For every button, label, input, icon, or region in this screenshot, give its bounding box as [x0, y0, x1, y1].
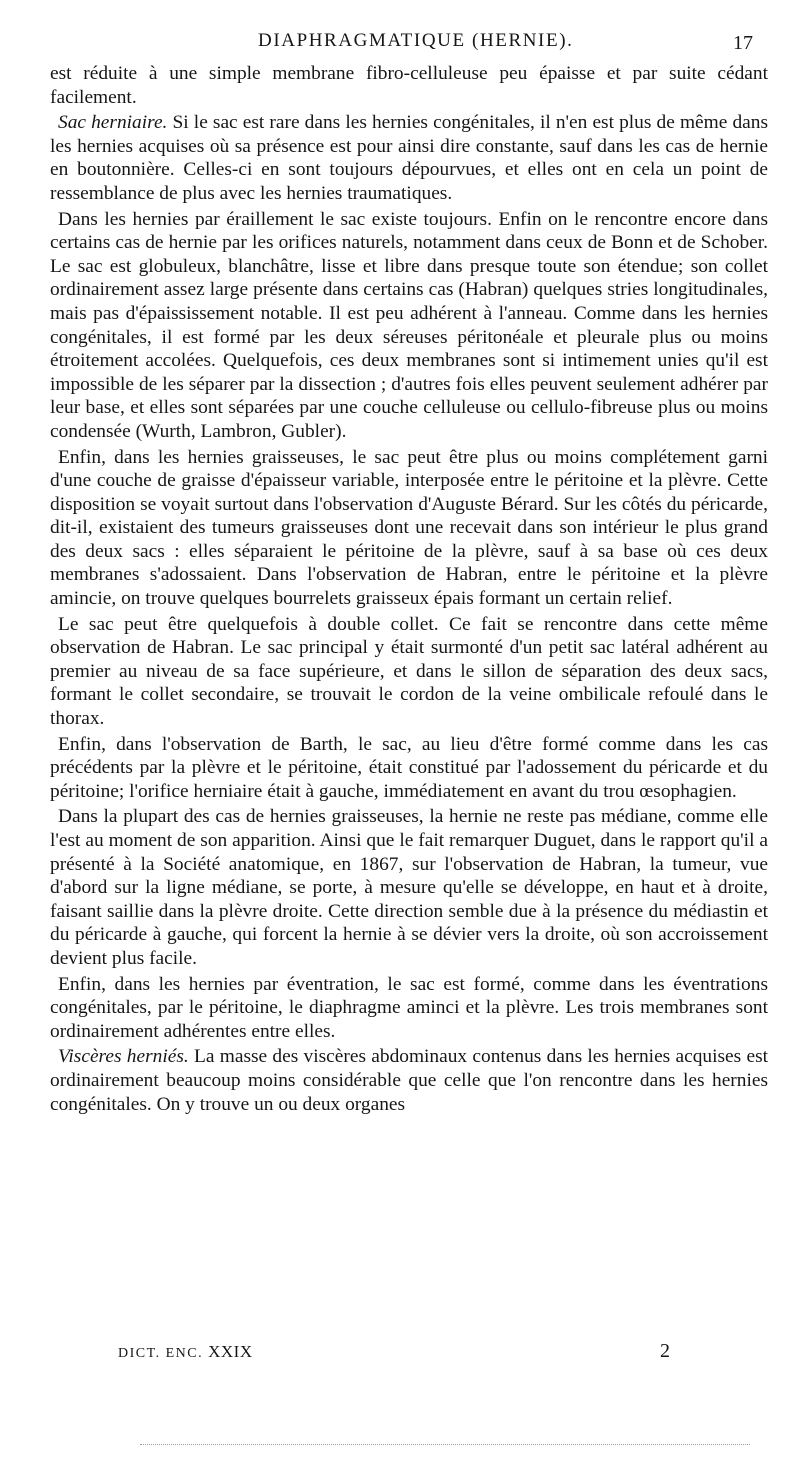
paragraph-text: Le sac peut être quelquefois à double collet. Ce fait se rencontre dans cette même observation de Habran. Le sac principal y était surmonté d'un petit sac latéral adhérent au premier au niveau de sa face supérieure, et dans le sillon de séparation des deux sacs, formant le collet secondaire, se trouvait le cordon de la veine ombilicale refoulé dans le thorax.	[50, 613, 768, 730]
paragraph	[50, 62, 768, 109]
signature-number: 2	[660, 1340, 670, 1362]
paragraph-text: Si le sac est rare dans les hernies congénitales, il n'en est plus de même dans les hernies acquises où sa présence est pour ainsi dire constante, sauf dans les cas de hernie en boutonnière. Celles-ci en sont toujours dépourvues, et elles ont en cela un point de ressemblance de plus avec les hernies traumatiques.	[50, 112, 768, 204]
paragraph	[50, 613, 768, 731]
paragraph-text: Dans la plupart des cas de hernies graisseuses, la hernie ne reste pas médiane, comme elle l'est au moment de son apparition. Ainsi que le fait remarquer Duguet, dans le rapport qu'il a présenté à la Société anatomique, en 1867, sur l'observation de Habran, la tumeur, vue d'abord sur la ligne médiane, se porte, à mesure qu'elle se développe, en haut et à droite, faisant saillie dans la plèvre droite. Cette direction semble due à la présence du médiastin et du péricarde à gauche, qui forcent la hernie à se dévier vers la droite, où son accroissement devient plus facile.	[50, 806, 768, 969]
body-text	[50, 62, 768, 1118]
section-lead: Viscères herniés.	[58, 1046, 189, 1068]
paragraph	[50, 805, 768, 970]
paragraph-text: Enfin, dans l'observation de Barth, le sac, au lieu d'être formé comme dans les cas précédents par la plèvre et le péritoine, était constitué par l'adossement du péricarde et du péritoine; l'orifice herniaire était à gauche, immédiatement en avant du trou œsophagien.	[50, 733, 768, 802]
page-footer	[0, 1342, 800, 1372]
paragraph-text: La masse des viscères abdominaux contenus dans les hernies acquises est ordinairement beaucoup moins considérable que celle que l'on rencontre dans les hernies congénitales. On y trouve un ou deux organes	[50, 1046, 768, 1115]
paragraph-text: Enfin, dans les hernies par éventration, le sac est formé, comme dans les éventrations congénitales, par le péritoine, le diaphragme aminci et la plèvre. Les trois membranes sont ordinairement adhérentes entre elles.	[50, 973, 768, 1042]
printer-signature	[118, 1342, 253, 1362]
running-head	[0, 30, 800, 58]
running-title: DIAPHRAGMATIQUE (HERNIE).	[258, 30, 574, 51]
paragraph	[50, 446, 768, 611]
paragraph	[50, 733, 768, 804]
paragraph	[50, 1045, 768, 1116]
signature-label: DICT. ENC.	[118, 1346, 204, 1361]
bottom-rule	[140, 1444, 750, 1445]
paragraph	[50, 973, 768, 1044]
page-number: 17	[733, 32, 753, 54]
paragraph-text: est réduite à une simple membrane fibro-celluleuse peu épaisse et par suite cédant facilement.	[50, 63, 768, 108]
signature-volume: XXIX	[208, 1342, 253, 1361]
paragraph	[50, 208, 768, 444]
paragraph-text: Dans les hernies par éraillement le sac existe toujours. Enfin on le rencontre encore dans certains cas de hernie par les orifices naturels, notamment dans ceux de Bonn et de Schober. Le sac est globuleux, blanchâtre, lisse et libre dans presque toute son étendue; son collet ordinairement assez large présente dans certains cas (Habran) quelques stries longitudinales, mais pas d'épaississement notable. Il est peu adhérent à l'anneau. Comme dans les hernies congénitales, il est formé par les deux séreuses péritonéale et pleurale plus ou moins étroitement accolées. Quelquefois, ces deux membranes sont si intimement unies qu'il est impossible de les séparer par la dissection ; d'autres fois elles peuvent seulement adhérer par leur base, et elles sont séparées par une couche celluleuse ou cellulo-fibreuse plus ou moins condensée (Wurth, Lambron, Gubler).	[50, 208, 768, 442]
section-lead: Sac herniaire.	[58, 112, 168, 134]
paragraph	[50, 111, 768, 205]
paragraph-text: Enfin, dans les hernies graisseuses, le sac peut être plus ou moins complétement garni d'une couche de graisse d'épaisseur variable, interposée entre le péritoine et la plèvre. Cette disposition se voyait surtout dans l'observation d'Auguste Bérard. Sur les côtés du péricarde, dit-il, existaient des tumeurs graisseuses dont une recevait dans son intérieur le plus grand des deux sacs : elles séparaient le péritoine de la plèvre, sauf à sa base où ces deux membranes s'adossaient. Dans l'observation de Habran, entre le péritoine et la plèvre amincie, on trouve quelques bourrelets graisseux épais formant un certain relief.	[50, 446, 768, 610]
